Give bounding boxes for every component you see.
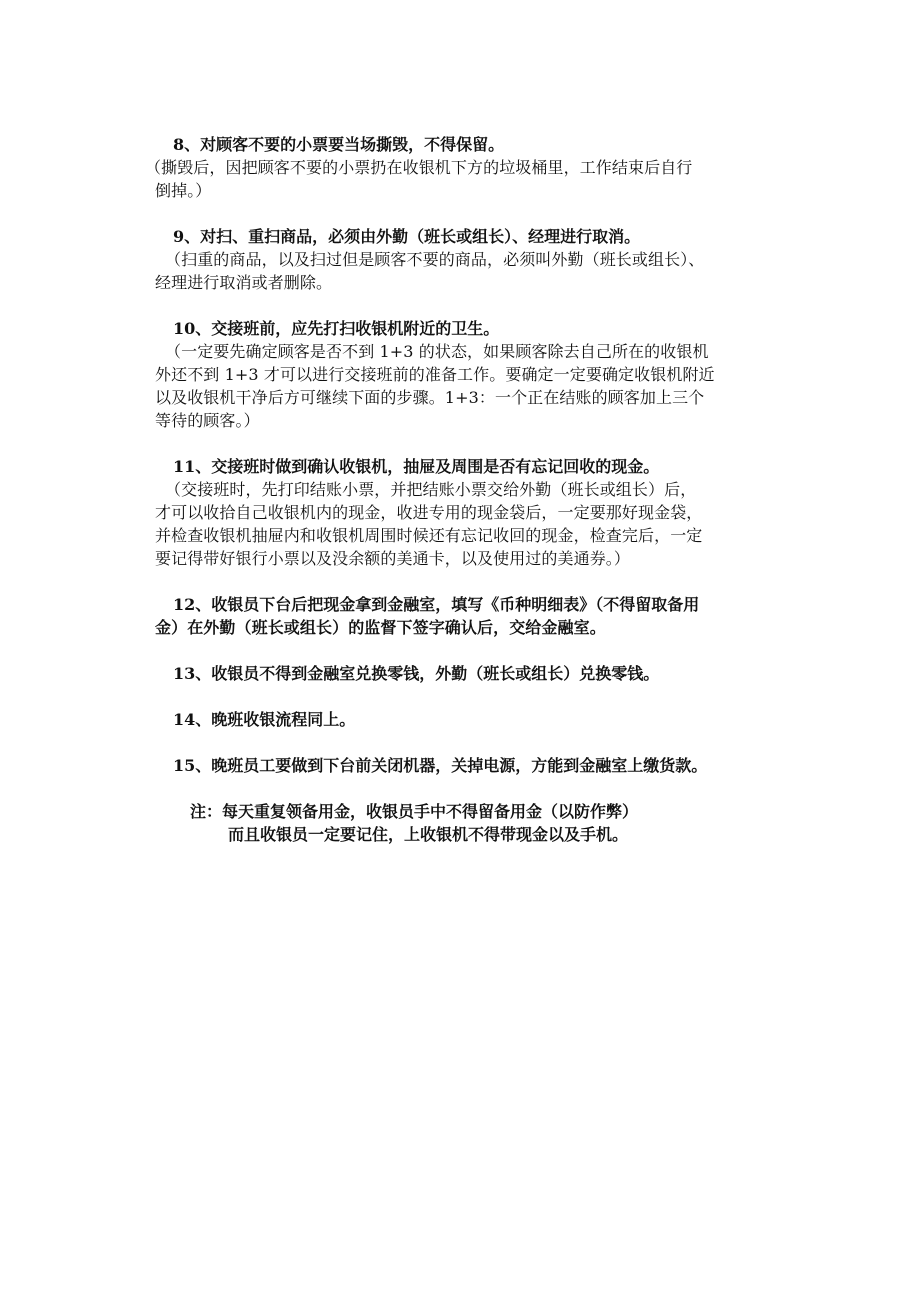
rule-detail-line: 并检查收银机抽屉内和收银机周围时候还有忘记收回的现金，检查完后，一定: [155, 526, 703, 545]
rule-text-continuation: 金）在外勤（班长或组长）的监督下签字确认后，交给金融室。: [155, 618, 606, 637]
rule-detail-line: 等待的顾客。）: [155, 411, 260, 430]
rule-item-12: [155, 593, 785, 639]
document-body: [145, 133, 785, 846]
rule-detail-line: 经理进行取消或者删除。: [155, 273, 333, 292]
rule-detail-line: （撕毁后，因把顾客不要的小票扔在收银机下方的垃圾桶里，工作结束后自行: [145, 158, 693, 177]
rule-text: 8、对顾客不要的小票要当场撕毁，不得保留。: [173, 135, 505, 154]
rule-item-13: [155, 662, 785, 685]
rule-detail-line: 倒掉。）: [155, 181, 212, 200]
rule-detail-line: 外还不到 1+3 才可以进行交接班前的准备工作。要确定一定要确定收银机附近: [155, 365, 715, 384]
rule-text: 15、晚班员工要做到下台前关闭机器，关掉电源，方能到金融室上缴货款。: [173, 756, 708, 775]
note-line: 而且收银员一定要记住，上收银机不得带现金以及手机。: [228, 825, 629, 844]
rule-item-8: [145, 133, 785, 202]
rule-detail-line: 以及收银机干净后方可继续下面的步骤。1+3：一个正在结账的顾客加上三个: [155, 388, 705, 407]
rule-item-10: [155, 317, 785, 432]
rule-detail-line: 才可以收拾自己收银机内的现金，收进专用的现金袋后，一定要那好现金袋，: [155, 503, 703, 522]
rule-item-11: [155, 455, 785, 570]
rule-detail-line: 要记得带好银行小票以及没余额的美通卡，以及使用过的美通券。）: [155, 549, 631, 568]
rule-item-15: [155, 754, 785, 777]
rule-text: 10、交接班前，应先打扫收银机附近的卫生。: [173, 319, 500, 338]
note-block: [155, 800, 785, 846]
rule-item-9: [155, 225, 785, 294]
rule-text: 12、收银员下台后把现金拿到金融室，填写《币种明细表》（不得留取备用: [173, 595, 700, 614]
note-line: 注：每天重复领备用金，收银员手中不得留备用金（以防作弊）: [190, 802, 639, 821]
rule-text: 11、交接班时做到确认收银机，抽屉及周围是否有忘记回收的现金。: [173, 457, 660, 476]
rule-text: 13、收银员不得到金融室兑换零钱，外勤（班长或组长）兑换零钱。: [173, 664, 660, 683]
rule-detail-line: （交接班时，先打印结账小票，并把结账小票交给外勤（班长或组长）后，: [165, 480, 697, 499]
rule-detail-line: （一定要先确定顾客是否不到 1+3 的状态，如果顾客除去自己所在的收银机: [165, 342, 709, 361]
rule-item-14: [155, 708, 785, 731]
rule-text: 9、对扫、重扫商品，必须由外勤（班长或组长）、经理进行取消。: [173, 227, 641, 246]
rule-detail-line: （扫重的商品，以及扫过但是顾客不要的商品，必须叫外勤（班长或组长）、: [165, 250, 705, 269]
rule-text: 14、晚班收银流程同上。: [173, 710, 356, 729]
